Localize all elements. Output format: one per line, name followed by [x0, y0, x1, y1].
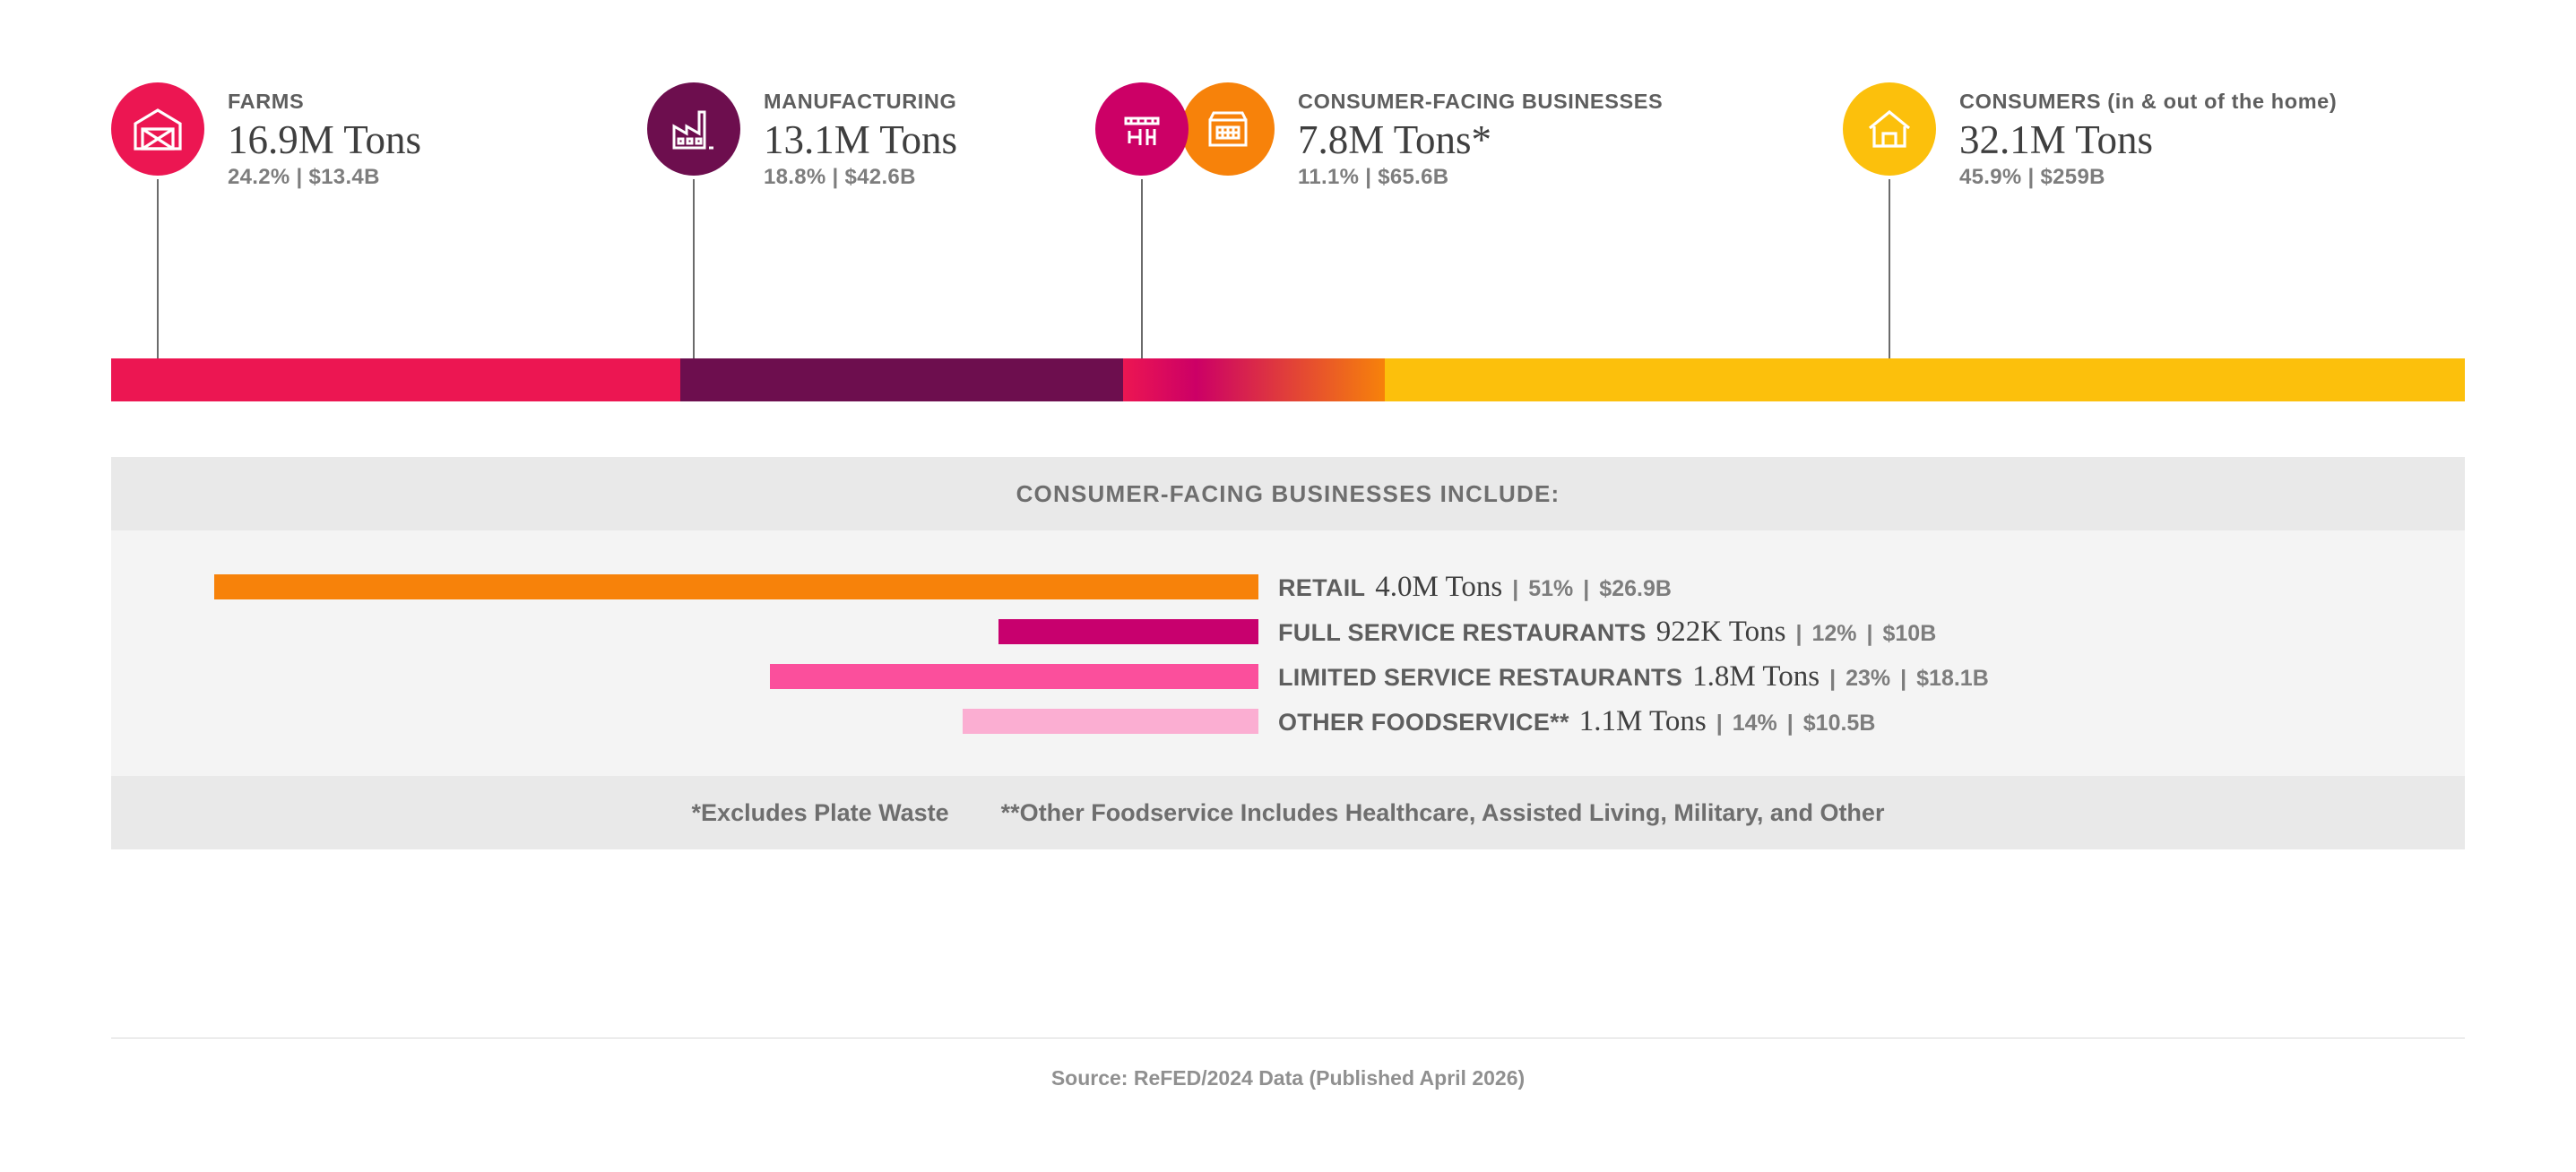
stage-farms-text	[228, 82, 421, 190]
breakdown-bar	[770, 664, 1258, 689]
breakdown-row-retail[interactable]	[111, 564, 2465, 609]
stage-farms[interactable]	[111, 82, 421, 190]
stage-percent: 18.8%	[764, 165, 826, 190]
stage-consumer-facing-text	[1298, 82, 1663, 190]
stage-tons: 16.9M Tons	[228, 117, 422, 162]
separator: |	[1716, 710, 1723, 736]
row-percent: 51%	[1528, 575, 1574, 601]
stage-tons: 13.1M Tons	[764, 117, 958, 162]
stage-dollars: $42.6B	[844, 165, 916, 190]
footnote-bar	[111, 776, 2465, 849]
breakdown-panel-header	[111, 457, 2465, 530]
row-percent: 14%	[1732, 710, 1777, 736]
stage-manufacturing-text	[764, 82, 957, 190]
stage-name: MANUFACTURING	[764, 90, 957, 113]
row-percent: 12%	[1811, 620, 1857, 646]
connector-line-manufacturing	[693, 179, 695, 358]
separator: |	[2027, 165, 2035, 190]
stage-percent: 45.9%	[1959, 165, 2022, 190]
stage-consumers[interactable]	[1843, 82, 2337, 190]
connector-line-consumers	[1889, 179, 1890, 358]
separator: |	[296, 165, 303, 190]
restaurant-icon	[1095, 82, 1189, 176]
breakdown-row-label	[1278, 705, 1875, 738]
footnote-other-foodservice: **Other Foodservice Includes Healthcare, Assisted Living, Military, and Other	[1000, 798, 1885, 826]
breakdown-header-text: CONSUMER-FACING BUSINESSES INCLUDE:	[1016, 479, 1560, 507]
bar-track	[111, 574, 1258, 599]
stage-percent: 11.1%	[1298, 165, 1360, 190]
storefront-icon	[1181, 82, 1275, 176]
row-tons: 1.8M Tons	[1692, 659, 1820, 693]
row-tons: 1.1M Tons	[1578, 704, 1707, 737]
connector-line-consumer-facing	[1141, 179, 1143, 358]
row-dollars: $10B	[1882, 620, 1937, 646]
separator: |	[1583, 575, 1590, 601]
separator: |	[1900, 665, 1907, 691]
barn-icon	[111, 82, 204, 176]
connector-line-farms	[157, 179, 159, 358]
bar-track	[111, 709, 1258, 734]
breakdown-row-label	[1278, 616, 1936, 649]
stage-consumer-facing-businesses[interactable]	[1095, 82, 1663, 190]
consumer-facing-breakdown-panel	[111, 457, 2465, 849]
stacked-stage-bar	[111, 358, 2465, 401]
footnote-excludes-plate-waste: *Excludes Plate Waste	[691, 798, 949, 826]
breakdown-bar	[214, 574, 1258, 599]
stage-name: CONSUMERS (in & out of the home)	[1959, 90, 2338, 113]
bar-track	[111, 664, 1258, 689]
row-dollars: $26.9B	[1599, 575, 1672, 601]
row-dollars: $10.5B	[1802, 710, 1876, 736]
breakdown-row-label	[1278, 571, 1672, 604]
separator: |	[832, 165, 839, 190]
breakdown-row-limited-service-restaurants[interactable]	[111, 654, 2465, 699]
breakdown-bar	[998, 619, 1258, 644]
bar-segment-farms	[111, 358, 680, 401]
factory-icon	[647, 82, 740, 176]
row-name: FULL SERVICE RESTAURANTS	[1278, 618, 1647, 646]
stage-label-group	[111, 54, 2465, 323]
source-credit: Source: ReFED/2024 Data (Published April 2026)	[1050, 1066, 1526, 1090]
stage-tons: 7.8M Tons*	[1298, 117, 1492, 162]
stage-consumers-text	[1959, 82, 2337, 190]
stage-subvalues	[1298, 165, 1663, 190]
bar-track	[111, 619, 1258, 644]
bar-segment-consumers	[1385, 358, 2465, 401]
stage-name: CONSUMER-FACING BUSINESSES	[1298, 90, 1664, 113]
bar-segment-consumer-facing	[1123, 358, 1384, 401]
consumer-facing-badge-pair	[1095, 82, 1275, 176]
bar-segment-manufacturing	[680, 358, 1123, 401]
stage-subvalues	[228, 165, 421, 190]
separator: |	[1786, 710, 1794, 736]
separator: |	[1365, 165, 1372, 190]
breakdown-row-other-foodservice[interactable]	[111, 699, 2465, 744]
breakdown-panel-body	[111, 530, 2465, 776]
home-icon	[1843, 82, 1936, 176]
row-dollars: $18.1B	[1916, 665, 1989, 691]
separator: |	[1866, 620, 1873, 646]
stage-name: FARMS	[228, 90, 305, 113]
stage-tons: 32.1M Tons	[1959, 117, 2154, 162]
stage-dollars: $259B	[2040, 165, 2105, 190]
stage-dollars: $65.6B	[1378, 165, 1449, 190]
stage-subvalues	[1959, 165, 2337, 190]
row-percent: 23%	[1846, 665, 1891, 691]
stage-percent: 24.2%	[228, 165, 290, 190]
row-name: OTHER FOODSERVICE**	[1278, 708, 1569, 736]
separator: |	[1829, 665, 1837, 691]
breakdown-row-label	[1278, 660, 1989, 694]
row-tons: 922K Tons	[1655, 615, 1786, 648]
stage-manufacturing[interactable]	[647, 82, 957, 190]
row-name: LIMITED SERVICE RESTAURANTS	[1278, 663, 1683, 691]
stage-subvalues	[764, 165, 957, 190]
separator: |	[1512, 575, 1519, 601]
breakdown-bar	[963, 709, 1258, 734]
row-tons: 4.0M Tons	[1375, 570, 1503, 603]
row-name: RETAIL	[1278, 573, 1366, 601]
breakdown-row-full-service-restaurants[interactable]	[111, 609, 2465, 654]
separator: |	[1795, 620, 1802, 646]
stage-dollars: $13.4B	[308, 165, 380, 190]
supply-chain-stage-section	[111, 54, 2465, 412]
